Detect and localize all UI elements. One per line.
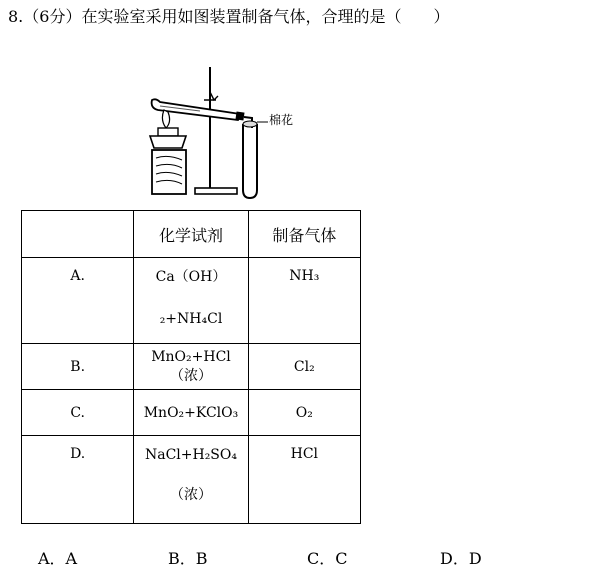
option-label: D. <box>70 446 86 462</box>
header-empty <box>22 211 134 258</box>
header-gas: 制备气体 <box>248 211 360 258</box>
table-header-row <box>22 211 361 258</box>
gas-label: NH₃ <box>289 268 320 284</box>
reagent-b: MnO₂+HCl（浓） <box>134 344 248 390</box>
option-b: B. <box>22 344 134 390</box>
table-row <box>22 390 361 436</box>
reagent-line: ₂+NH₄Cl <box>159 311 223 327</box>
gas-label: HCl <box>290 446 319 462</box>
cotton-label: 棉花 <box>269 113 294 127</box>
choice-d[interactable]: D．D <box>440 549 482 568</box>
gas-b: Cl₂ <box>248 344 360 390</box>
header-reagent: 化学试剂 <box>134 211 248 258</box>
question-stem: 8.（6分）在实验室采用如图装置制备气体，合理的是（ ） <box>8 7 450 26</box>
stand-base <box>195 188 237 194</box>
option-a <box>22 258 134 344</box>
reagent-line: （浓） <box>169 487 212 503</box>
alcohol-lamp <box>150 136 186 148</box>
gas-c: O₂ <box>248 390 360 436</box>
cotton <box>243 121 257 127</box>
collection-tube <box>243 124 257 198</box>
reagent-a <box>134 258 248 344</box>
gas-d <box>248 436 360 524</box>
option-c: C. <box>22 390 134 436</box>
reagent-c: MnO₂+KClO₃ <box>134 390 248 436</box>
reagent-table <box>21 210 361 524</box>
option-label: A. <box>70 268 85 284</box>
choice-b[interactable]: B．B <box>168 549 208 568</box>
choice-a[interactable]: A．A <box>38 549 78 568</box>
reagent-d <box>134 436 248 524</box>
gas-a <box>248 258 360 344</box>
table-row <box>22 258 361 344</box>
table-row <box>22 436 361 524</box>
table-row <box>22 344 361 390</box>
answer-choices <box>0 546 611 570</box>
choice-c[interactable]: C．C <box>307 549 348 568</box>
option-d <box>22 436 134 524</box>
flame <box>162 110 169 128</box>
lab-apparatus-figure <box>140 62 310 210</box>
reagent-line: NaCl+H₂SO₄ <box>144 447 237 463</box>
reagent-line: Ca（OH） <box>155 269 227 285</box>
